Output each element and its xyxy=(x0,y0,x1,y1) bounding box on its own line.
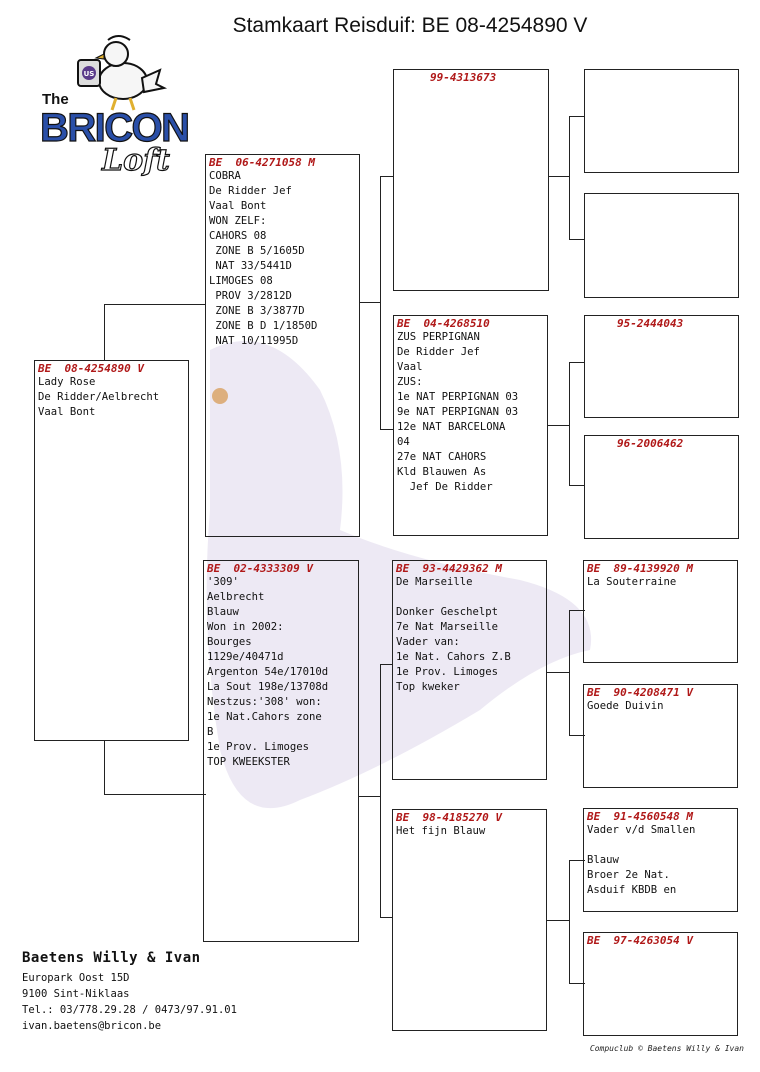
svg-text:US: US xyxy=(83,70,95,78)
pigeon-info-line: ZUS PERPIGNAN xyxy=(397,331,480,343)
ring-number: BE 90-4208471 V xyxy=(587,686,693,699)
ring-number: 99-4313673 xyxy=(430,71,497,84)
pedigree-box-mmm[interactable] xyxy=(583,932,738,1036)
pigeon-info-line: B xyxy=(207,726,214,738)
pigeon-info-line: Jef De Ridder xyxy=(397,481,493,493)
connector xyxy=(359,302,381,303)
pigeon-info-line xyxy=(584,838,737,853)
pigeon-info-line: NAT 10/11995D xyxy=(209,335,299,347)
pedigree-box-subject[interactable] xyxy=(34,360,189,741)
pigeon-info-line: De Ridder Jef xyxy=(209,185,292,197)
connector xyxy=(104,304,206,360)
pigeon-info-line: WON ZELF: xyxy=(209,215,267,227)
pigeon-info-line: Vader van: xyxy=(396,636,460,648)
pigeon-info-line: Het fijn Blauw xyxy=(396,825,486,837)
pigeon-info-line: Won in 2002: xyxy=(207,621,284,633)
pigeon-info-line: 7e Nat Marseille xyxy=(396,621,499,633)
connector xyxy=(548,425,570,426)
connector xyxy=(546,672,570,673)
pigeon-info-line: COBRA xyxy=(209,170,241,182)
owner-email[interactable]: ivan.baetens@bricon.be xyxy=(22,1020,162,1032)
page-title: Stamkaart Reisduif: BE 08-4254890 V xyxy=(232,14,588,37)
svg-text:BRICON: BRICON xyxy=(40,106,190,150)
pigeon-info-line: 1129e/40471d xyxy=(207,651,284,663)
pigeon-info-line: NAT 33/5441D xyxy=(209,260,292,272)
pigeon-info-line: Top kweker xyxy=(396,681,460,693)
pigeon-info-line: 1e Nat. Cahors Z.B xyxy=(396,651,511,663)
pigeon-info-line: LIMOGES 08 xyxy=(209,275,273,287)
ring-number: BE 89-4139920 M xyxy=(587,562,693,575)
pigeon-info-line: Blauw xyxy=(587,854,619,866)
pigeon-info-line: Vader v/d Smallen xyxy=(587,824,696,836)
owner-name: Baetens Willy & Ivan xyxy=(22,950,201,966)
pedigree-box-mother-father[interactable] xyxy=(392,560,547,780)
ring-number: BE 04-4268510 xyxy=(397,317,490,330)
pigeon-info-line: 1e Nat.Cahors zone xyxy=(207,711,322,723)
pigeon-info-line: Bourges xyxy=(207,636,252,648)
connector xyxy=(359,796,381,797)
pigeon-info-line: Aelbrecht xyxy=(207,591,265,603)
svg-text:Loft: Loft xyxy=(102,143,170,178)
ring-number xyxy=(585,194,738,195)
pigeon-info-line: 04 xyxy=(397,436,410,448)
pigeon-info-line: TOP KWEEKSTER xyxy=(207,756,290,768)
pigeon-info-line: Vaal Bont xyxy=(38,406,96,418)
owner-phone: Tel.: 03/778.29.28 / 0473/97.91.01 xyxy=(22,1004,237,1016)
connector xyxy=(569,362,585,486)
pigeon-info-line: CAHORS 08 xyxy=(209,230,267,242)
ring-number: BE 91-4560548 M xyxy=(587,810,693,823)
pigeon-info-line: De Marseille xyxy=(396,576,473,588)
pigeon-info-line: De Ridder/Aelbrecht xyxy=(38,391,160,403)
pedigree-box-ffa[interactable] xyxy=(584,69,739,173)
pigeon-info-line: ZONE B 3/3877D xyxy=(209,305,305,317)
owner-address: Europark Oost 15D xyxy=(22,972,130,984)
pigeon-info-line: Kld Blauwen As xyxy=(397,466,487,478)
pigeon-info-line: Donker Geschelpt xyxy=(396,606,499,618)
pigeon-info-line: 12e NAT BARCELONA xyxy=(397,421,506,433)
pigeon-info-line: 1e Prov. Limoges xyxy=(396,666,499,678)
connector xyxy=(569,116,585,240)
pigeon-info-line: Lady Rose xyxy=(38,376,96,388)
footer-credit: Compuclub © Baetens Willy & Ivan xyxy=(589,1044,744,1053)
pigeon-icon xyxy=(78,36,164,110)
pedigree-box-fmf[interactable] xyxy=(584,315,739,418)
ring-number: 96-2006462 xyxy=(617,437,684,450)
pigeon-info-line xyxy=(393,590,546,605)
pedigree-box-father[interactable] xyxy=(205,154,360,537)
pigeon-info-line: '309' xyxy=(207,576,239,588)
connector xyxy=(380,176,393,430)
ring-number: BE 06-4271058 M xyxy=(209,156,315,169)
pigeon-info-line: 9e NAT PERPIGNAN 03 xyxy=(397,406,519,418)
pedigree-box-fmm[interactable] xyxy=(584,435,739,539)
pigeon-info-line: 27e NAT CAHORS xyxy=(397,451,487,463)
pigeon-info-line: De Ridder Jef xyxy=(397,346,480,358)
ring-number xyxy=(585,70,738,71)
owner-info xyxy=(22,950,237,1034)
pedigree-box-mff[interactable] xyxy=(583,560,738,663)
pigeon-info-line: ZUS: xyxy=(397,376,423,388)
pigeon-info-line: Asduif KBDB en xyxy=(587,884,677,896)
pedigree-box-father-father[interactable] xyxy=(393,69,549,291)
pedigree-box-mfm[interactable] xyxy=(583,684,738,788)
pigeon-info-line: 1e NAT PERPIGNAN 03 xyxy=(397,391,519,403)
pedigree-box-mother[interactable] xyxy=(203,560,359,942)
owner-city: 9100 Sint-Niklaas xyxy=(22,988,130,1000)
pedigree-box-mmf[interactable] xyxy=(583,808,738,912)
pigeon-info-line: Argenton 54e/17010d xyxy=(207,666,329,678)
pigeon-info-line: Vaal Bont xyxy=(209,200,267,212)
ring-number: BE 93-4429362 M xyxy=(396,562,502,575)
pigeon-info-line: Broer 2e Nat. xyxy=(587,869,670,881)
ring-number: BE 02-4333309 V xyxy=(207,562,313,575)
connector xyxy=(104,740,206,795)
pigeon-info-line: 1e Prov. Limoges xyxy=(207,741,310,753)
pigeon-info-line: ZONE B 5/1605D xyxy=(209,245,305,257)
pigeon-info-line: Nestzus:'308' won: xyxy=(207,696,322,708)
pigeon-info-line: Vaal xyxy=(397,361,423,373)
bricon-loft-logo xyxy=(38,26,198,181)
ring-number: 95-2444043 xyxy=(617,317,684,330)
pedigree-box-ffm[interactable] xyxy=(584,193,739,298)
connector xyxy=(546,920,570,921)
ring-number: BE 97-4263054 V xyxy=(587,934,693,947)
ring-number: BE 08-4254890 V xyxy=(38,362,144,375)
svg-text:The: The xyxy=(42,91,69,108)
pigeon-info-line: Goede Duivin xyxy=(587,700,664,712)
pigeon-info-line: La Sout 198e/13708d xyxy=(207,681,329,693)
pigeon-info-line: Blauw xyxy=(207,606,239,618)
connector xyxy=(548,176,570,177)
pigeon-info-line: ZONE B D 1/1850D xyxy=(209,320,318,332)
pedigree-box-mother-mother[interactable] xyxy=(392,809,547,1031)
pedigree-box-father-mother[interactable] xyxy=(393,315,548,536)
pigeon-info-line: PROV 3/2812D xyxy=(209,290,292,302)
pigeon-info-line: La Souterraine xyxy=(587,576,677,588)
ring-number: BE 98-4185270 V xyxy=(396,811,502,824)
